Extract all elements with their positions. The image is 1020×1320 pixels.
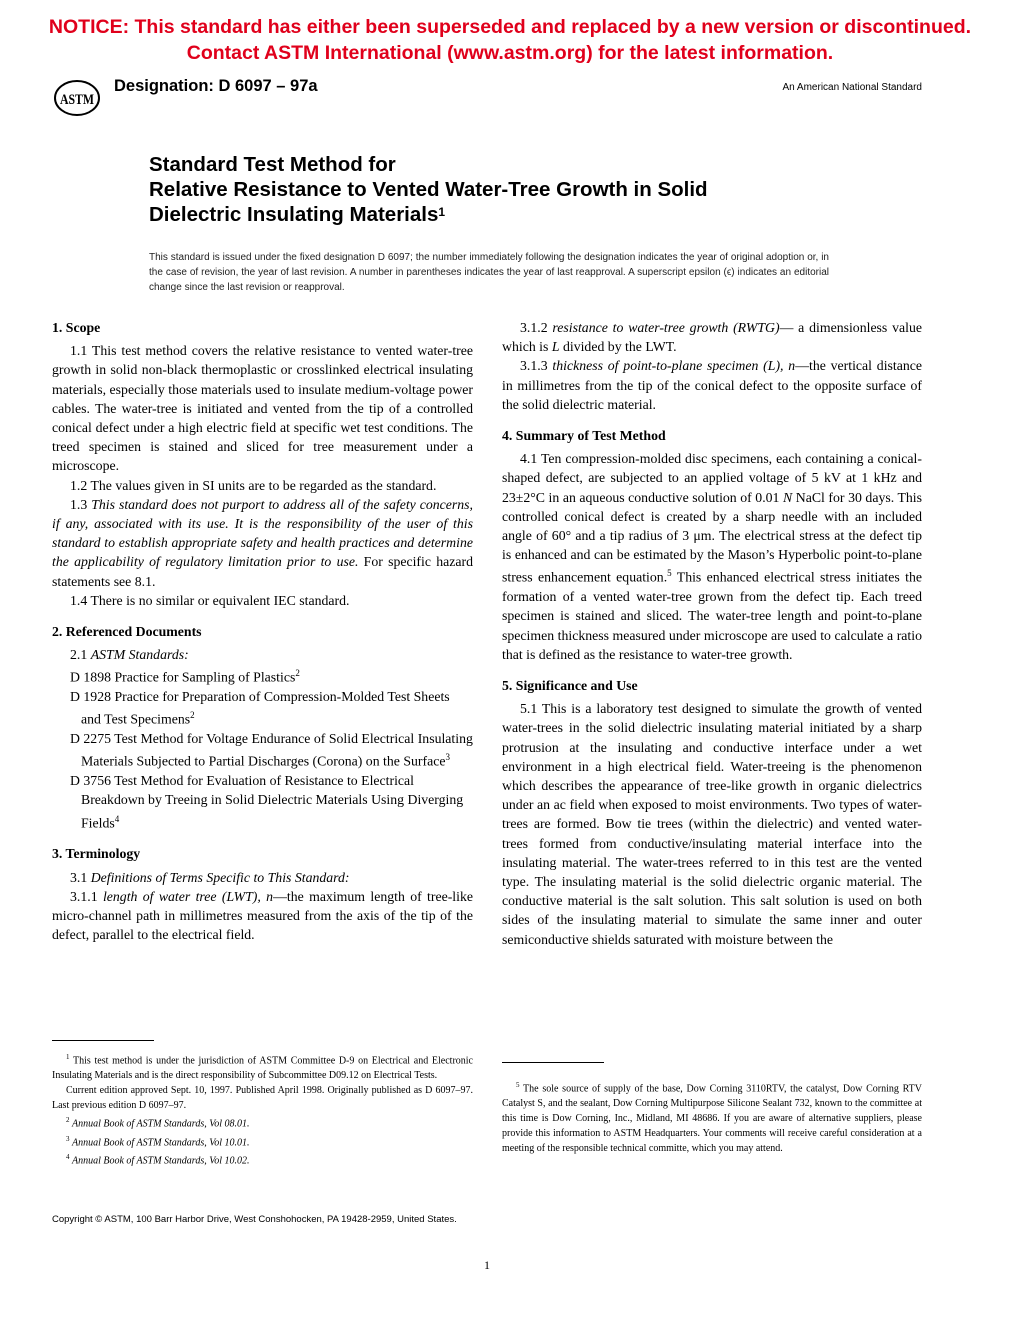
notice-banner — [0, 14, 1020, 66]
para-1-1: 1.1 This test method covers the relative resistance to vented water-tree growth in solid non-black thermoplastic or crosslinked electrical insulating materials, especially those materials used to insulate medium-voltage power cables. The water-tree is initiated and vented from the tip of a controlled conical defect under a high electric field at specific wet test conditions. The treed specimen is stained and sliced for tree measurement under a microscope. — [52, 343, 473, 474]
reference-item: D 3756 Test Method for Evaluation of Resistance to Electrical Breakdown by Treeing in Solid Dielectric Materials Using Diverging Fields$^4$ — [70, 773, 464, 831]
notice-line-1: NOTICE: This standard has either been superseded and replaced by a new version or discontinued. — [48, 16, 972, 38]
right-column — [502, 318, 922, 949]
title-line-2: Relative Resistance to Vented Water-Tree Growth in Solid — [149, 178, 708, 201]
section-heading-summary: 4. Summary of Test Method — [502, 428, 666, 444]
footnote: $^2$ Annual Book of ASTM Standards, Vol 08.01. — [66, 1116, 250, 1130]
astm-logo-icon — [52, 78, 102, 118]
issued-note: This standard is issued under the fixed designation D 6097; the number immediately following the designation indicates the year of original adoption or, in the case of revision, the year of last revision. A number in parentheses indicates the year of last reapproval. A superscript epsilon (ϵ) indicates an editorial change since the last revision or reapproval. — [149, 252, 829, 293]
para-2-1: 2.1 ASTM Standards: — [70, 647, 189, 663]
para-1-3: 1.3 This standard does not purport to address all of the safety concerns, if any, associated with its use. It is the responsibility of the user of this standard to establish appropriate safety and health practices and determine the applicability of regulatory limitation prior to use. For specific hazard statements see 8.1. — [52, 496, 473, 589]
reference-item: D 1928 Practice for Preparation of Compression-Molded Test Sheets and Test Specimens$^2$ — [70, 689, 450, 728]
footnotes-right — [502, 1078, 922, 1156]
left-column — [52, 318, 473, 944]
para-1-2: 1.2 The values given in SI units are to be regarded as the standard. — [70, 477, 437, 493]
para-3-1-3: 3.1.3 thickness of point-to-plane specimen (L), n—the vertical distance in millimetres from the tip of the conical defect to the opposite surface of the solid dielectric material. — [502, 358, 923, 412]
copyright: Copyright © ASTM, 100 Barr Harbor Drive, West Conshohocken, PA 19428-2959, United States. — [52, 1214, 457, 1225]
footnote: $^5$ The sole source of supply of the base, Dow Corning 3110RTV, the catalyst, Dow Corning RTV Catalyst S, and the sealant, Dow Corning Multipurpose Silicone Sealant 732, known to the committee at this time is Dow Corning, Inc., Midland, MI 48686. If you are aware of alternative suppliers, please provide this information to ASTM Headquarters. Your comments will receive careful consideration at a meeting of the responsible technical committe, which you may attend. — [502, 1081, 922, 1155]
section-heading-referenced: 2. Referenced Documents — [52, 624, 202, 640]
section-heading-scope: 1. Scope — [52, 320, 101, 335]
reference-item: D 2275 Test Method for Voltage Endurance of Solid Electrical Insulating Materials Subjected to Partial Discharges (Corona) on the Surface$^3$ — [70, 731, 473, 770]
american-national-standard: An American National Standard — [782, 82, 922, 93]
title-footnote-mark: 1 — [438, 205, 446, 219]
section-heading-significance: 5. Significance and Use — [502, 678, 638, 694]
para-3-1: 3.1 Definitions of Terms Specific to This Standard: — [70, 869, 350, 885]
footnotes-left — [52, 1050, 473, 1168]
para-3-1-2: 3.1.2 resistance to water-tree growth (RWTG)— a dimensionless value which is L divided by the LWT. — [502, 320, 922, 355]
footnote-rule-left — [52, 1040, 154, 1041]
para-3-1-1: 3.1.1 length of water tree (LWT), n—the maximum length of tree-like micro-channel path in millimetres measured from the axis of the tip of the defect, parallel to the electrical field. — [52, 888, 473, 943]
para-5-1: 5.1 This is a laboratory test designed to simulate the growth of vented water-trees in the solid dielectric insulating material initiated by a sharp protrusion at the insulating and conductive interface under a wet environment in a high electrical field. Water-treeing is the phenomenon which describes the appearance of tree-like growth in organic dielectrics under an ac field when exposed to moist environments. Two types of water-trees are formed. Bow tie trees (within the dielectric) and vented water-trees formed from conductive/insulating material interface into the insulating material. The water-trees referred to in this test are the vented type. The insulating material is the solid dielectric organic material. The conductive material is the salt solution. This salt solution is used on both sides of the insulating material to simulate the same inner and outer semiconductive shields saturated with moisture between the — [502, 701, 922, 947]
footnote: $^1$ This test method is under the jurisdiction of ASTM Committee D-9 on Electrical and Electronic Insulating Materials and is the direct responsibility of Subcommittee D09.12 on Electrical Tests. — [52, 1053, 473, 1082]
footnote: $^3$ Annual Book of ASTM Standards, Vol 10.01. — [66, 1134, 250, 1148]
footnote: Current edition approved Sept. 10, 1997. Published April 1998. Originally published as D 6097–97. Last previous edition D 6097–97. — [52, 1085, 473, 1112]
svg-text:ASTM: ASTM — [60, 92, 94, 108]
designation: Designation: D 6097 – 97a — [114, 77, 318, 95]
notice-line-2: Contact ASTM International (www.astm.org) for the latest information. — [186, 42, 834, 64]
document-title — [149, 152, 849, 227]
section-heading-terminology: 3. Terminology — [52, 846, 141, 862]
para-1-4: 1.4 There is no similar or equivalent IEC standard. — [70, 592, 350, 608]
footnote: $^4$ Annual Book of ASTM Standards, Vol 10.02. — [66, 1152, 250, 1167]
title-line-1: Standard Test Method for — [149, 153, 396, 176]
para-4-1: 4.1 Ten compression-molded disc specimens, each containing a conical-shaped defect, are subjected to an applied voltage of 5 kV at 1 kHz and 23±2°C in an aqueous conductive solution of 0.01 N NaCl for 30 days. This controlled conical defect is created by a sharp needle with an included angle of 60° and a tip radius of 3 μm. The electrical stress at the defect tip is enhanced and can be estimated by the Mason’s Hyperbolic point-to-plane stress enhancement equation.$^5$ This enhanced electrical stress initiates the formation of a vented water-tree grown from the defect tip. Each treed specimen is stained and sliced. The water-tree length and point-to-plane specimen thickness measured under microscope are used to calculate a ratio that is defined as the resistance to water-tree growth. — [502, 451, 922, 662]
page-number: 1 — [484, 1258, 490, 1272]
footnote-rule-right — [502, 1062, 604, 1063]
title-line-3: Dielectric Insulating Materials$^1$ — [149, 203, 446, 226]
reference-item: D 1898 Practice for Sampling of Plastics$^2$ — [70, 668, 300, 686]
